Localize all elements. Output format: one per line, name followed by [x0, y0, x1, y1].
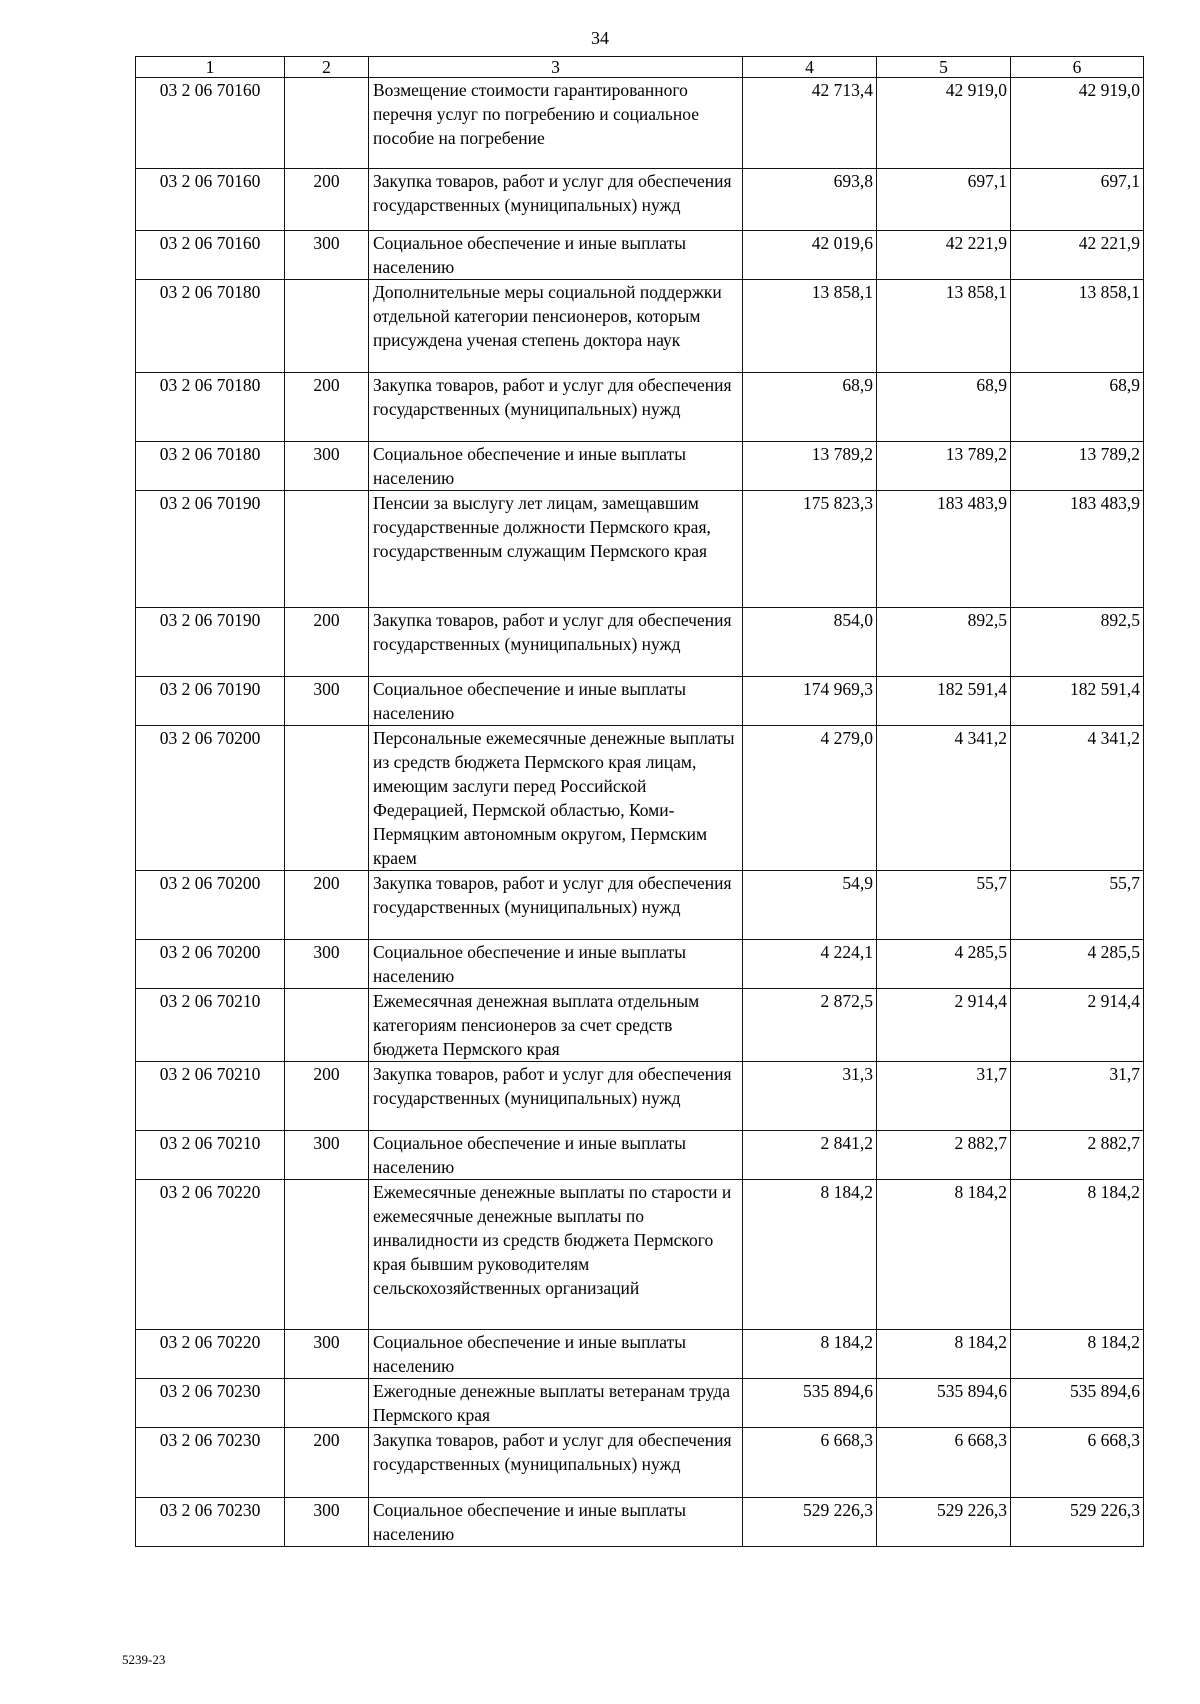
amount-col4-cell: 42 019,6: [743, 231, 877, 280]
table-row: [136, 989, 1144, 1062]
code-cell: 03 2 06 70180: [136, 373, 285, 442]
code-cell: 03 2 06 70200: [136, 871, 285, 940]
expense-type-cell: 300: [285, 1131, 369, 1180]
expense-type-cell: 300: [285, 1498, 369, 1547]
expense-type-cell: [285, 78, 369, 169]
amount-col6-cell: 529 226,3: [1011, 1498, 1144, 1547]
amount-col6-cell: 68,9: [1011, 373, 1144, 442]
expense-type-cell: [285, 491, 369, 608]
amount-col6-cell: 535 894,6: [1011, 1379, 1144, 1428]
amount-col4-cell: 175 823,3: [743, 491, 877, 608]
amount-col5-cell: 31,7: [877, 1062, 1011, 1131]
amount-col4-cell: 529 226,3: [743, 1498, 877, 1547]
code-cell: 03 2 06 70180: [136, 280, 285, 373]
description-cell: Закупка товаров, работ и услуг для обеспечения государственных (муниципальных) нужд: [369, 1062, 743, 1131]
description-cell: Закупка товаров, работ и услуг для обеспечения государственных (муниципальных) нужд: [369, 1428, 743, 1498]
table-row: [136, 1428, 1144, 1498]
table-row: [136, 1180, 1144, 1330]
code-cell: 03 2 06 70190: [136, 677, 285, 726]
amount-col6-cell: 42 221,9: [1011, 231, 1144, 280]
amount-col4-cell: 54,9: [743, 871, 877, 940]
description-cell: Закупка товаров, работ и услуг для обеспечения государственных (муниципальных) нужд: [369, 373, 743, 442]
amount-col6-cell: 2 914,4: [1011, 989, 1144, 1062]
table-row: [136, 1131, 1144, 1180]
amount-col5-cell: 2 882,7: [877, 1131, 1011, 1180]
description-cell: Социальное обеспечение и иные выплаты населению: [369, 1498, 743, 1547]
table-row: [136, 78, 1144, 169]
amount-col4-cell: 8 184,2: [743, 1330, 877, 1379]
code-cell: 03 2 06 70230: [136, 1379, 285, 1428]
description-cell: Закупка товаров, работ и услуг для обеспечения государственных (муниципальных) нужд: [369, 608, 743, 677]
amount-col6-cell: 697,1: [1011, 169, 1144, 231]
code-cell: 03 2 06 70210: [136, 989, 285, 1062]
amount-col5-cell: 13 789,2: [877, 442, 1011, 491]
amount-col5-cell: 892,5: [877, 608, 1011, 677]
expense-type-cell: 200: [285, 608, 369, 677]
amount-col4-cell: 2 872,5: [743, 989, 877, 1062]
table-row: [136, 726, 1144, 871]
amount-col5-cell: 529 226,3: [877, 1498, 1011, 1547]
amount-col6-cell: 42 919,0: [1011, 78, 1144, 169]
description-cell: Социальное обеспечение и иные выплаты населению: [369, 1131, 743, 1180]
description-cell: Ежемесячные денежные выплаты по старости и ежемесячные денежные выплаты по инвалидности из средств бюджета Пермского края бывшим руководителям сельскохозяйственных организаций: [369, 1180, 743, 1330]
table-row: [136, 1379, 1144, 1428]
amount-col5-cell: 8 184,2: [877, 1180, 1011, 1330]
amount-col4-cell: 13 789,2: [743, 442, 877, 491]
expense-type-cell: [285, 989, 369, 1062]
description-cell: Пенсии за выслугу лет лицам, замещавшим государственные должности Пермского края, государственным служащим Пермского края: [369, 491, 743, 608]
amount-col4-cell: 6 668,3: [743, 1428, 877, 1498]
code-cell: 03 2 06 70210: [136, 1062, 285, 1131]
amount-col4-cell: 68,9: [743, 373, 877, 442]
description-cell: Ежемесячная денежная выплата отдельным категориям пенсионеров за счет средств бюджета Пермского края: [369, 989, 743, 1062]
budget-table: [135, 56, 1144, 1547]
code-cell: 03 2 06 70210: [136, 1131, 285, 1180]
amount-col5-cell: 2 914,4: [877, 989, 1011, 1062]
code-cell: 03 2 06 70230: [136, 1498, 285, 1547]
description-cell: Социальное обеспечение и иные выплаты населению: [369, 677, 743, 726]
expense-type-cell: 300: [285, 231, 369, 280]
amount-col6-cell: 182 591,4: [1011, 677, 1144, 726]
description-cell: Персональные ежемесячные денежные выплаты из средств бюджета Пермского края лицам, имеющим заслуги перед Российской Федерацией, Пермской областью, Коми-Пермяцким автономным округом, Пермским краем: [369, 726, 743, 871]
amount-col6-cell: 6 668,3: [1011, 1428, 1144, 1498]
table-row: [136, 442, 1144, 491]
expense-type-cell: 300: [285, 940, 369, 989]
description-cell: Социальное обеспечение и иные выплаты населению: [369, 442, 743, 491]
table-row: [136, 1498, 1144, 1547]
page-number: 34: [591, 28, 609, 48]
table-row: [136, 231, 1144, 280]
amount-col6-cell: 13 858,1: [1011, 280, 1144, 373]
amount-col5-cell: 4 285,5: [877, 940, 1011, 989]
amount-col4-cell: 174 969,3: [743, 677, 877, 726]
amount-col5-cell: 55,7: [877, 871, 1011, 940]
column-header-5: 5: [877, 57, 1011, 78]
code-cell: 03 2 06 70200: [136, 726, 285, 871]
amount-col6-cell: 8 184,2: [1011, 1180, 1144, 1330]
column-header-6: 6: [1011, 57, 1144, 78]
code-cell: 03 2 06 70180: [136, 442, 285, 491]
amount-col4-cell: 13 858,1: [743, 280, 877, 373]
amount-col4-cell: 693,8: [743, 169, 877, 231]
amount-col5-cell: 697,1: [877, 169, 1011, 231]
amount-col4-cell: 2 841,2: [743, 1131, 877, 1180]
table-row: [136, 1062, 1144, 1131]
code-cell: 03 2 06 70190: [136, 491, 285, 608]
code-cell: 03 2 06 70160: [136, 231, 285, 280]
expense-type-cell: [285, 1379, 369, 1428]
code-cell: 03 2 06 70220: [136, 1180, 285, 1330]
amount-col5-cell: 183 483,9: [877, 491, 1011, 608]
table-row: [136, 491, 1144, 608]
column-header-4: 4: [743, 57, 877, 78]
amount-col5-cell: 8 184,2: [877, 1330, 1011, 1379]
amount-col5-cell: 182 591,4: [877, 677, 1011, 726]
description-cell: Дополнительные меры социальной поддержки отдельной категории пенсионеров, которым присуждена ученая степень доктора наук: [369, 280, 743, 373]
column-header-3: 3: [369, 57, 743, 78]
amount-col6-cell: 31,7: [1011, 1062, 1144, 1131]
table-row: [136, 940, 1144, 989]
code-cell: 03 2 06 70160: [136, 169, 285, 231]
description-cell: Закупка товаров, работ и услуг для обеспечения государственных (муниципальных) нужд: [369, 871, 743, 940]
description-cell: Социальное обеспечение и иные выплаты населению: [369, 940, 743, 989]
header-row: [136, 57, 1144, 78]
code-cell: 03 2 06 70190: [136, 608, 285, 677]
amount-col5-cell: 6 668,3: [877, 1428, 1011, 1498]
description-cell: Ежегодные денежные выплаты ветеранам труда Пермского края: [369, 1379, 743, 1428]
amount-col6-cell: 183 483,9: [1011, 491, 1144, 608]
amount-col4-cell: 4 224,1: [743, 940, 877, 989]
table-row: [136, 677, 1144, 726]
amount-col6-cell: 55,7: [1011, 871, 1144, 940]
expense-type-cell: 200: [285, 373, 369, 442]
table-row: [136, 871, 1144, 940]
amount-col4-cell: 4 279,0: [743, 726, 877, 871]
expense-type-cell: [285, 280, 369, 373]
amount-col4-cell: 854,0: [743, 608, 877, 677]
amount-col5-cell: 42 919,0: [877, 78, 1011, 169]
column-header-2: 2: [285, 57, 369, 78]
code-cell: 03 2 06 70230: [136, 1428, 285, 1498]
description-cell: Социальное обеспечение и иные выплаты населению: [369, 231, 743, 280]
expense-type-cell: 200: [285, 1428, 369, 1498]
table-row: [136, 169, 1144, 231]
table-row: [136, 608, 1144, 677]
expense-type-cell: 200: [285, 1062, 369, 1131]
amount-col5-cell: 4 341,2: [877, 726, 1011, 871]
expense-type-cell: 300: [285, 1330, 369, 1379]
expense-type-cell: 200: [285, 871, 369, 940]
table-row: [136, 280, 1144, 373]
amount-col5-cell: 13 858,1: [877, 280, 1011, 373]
amount-col6-cell: 13 789,2: [1011, 442, 1144, 491]
column-header-1: 1: [136, 57, 285, 78]
expense-type-cell: [285, 726, 369, 871]
amount-col6-cell: 892,5: [1011, 608, 1144, 677]
amount-col5-cell: 42 221,9: [877, 231, 1011, 280]
amount-col4-cell: 31,3: [743, 1062, 877, 1131]
document-code: 5239-23: [122, 1652, 166, 1667]
expense-type-cell: 300: [285, 677, 369, 726]
table-body: [136, 78, 1144, 1547]
code-cell: 03 2 06 70160: [136, 78, 285, 169]
code-cell: 03 2 06 70200: [136, 940, 285, 989]
description-cell: Социальное обеспечение и иные выплаты населению: [369, 1330, 743, 1379]
expense-type-cell: 200: [285, 169, 369, 231]
amount-col5-cell: 68,9: [877, 373, 1011, 442]
expense-type-cell: 300: [285, 442, 369, 491]
description-cell: Закупка товаров, работ и услуг для обеспечения государственных (муниципальных) нужд: [369, 169, 743, 231]
amount-col6-cell: 4 341,2: [1011, 726, 1144, 871]
expense-type-cell: [285, 1180, 369, 1330]
table-row: [136, 1330, 1144, 1379]
amount-col4-cell: 8 184,2: [743, 1180, 877, 1330]
amount-col5-cell: 535 894,6: [877, 1379, 1011, 1428]
description-cell: Возмещение стоимости гарантированного перечня услуг по погребению и социальное пособие на погребение: [369, 78, 743, 169]
amount-col4-cell: 42 713,4: [743, 78, 877, 169]
code-cell: 03 2 06 70220: [136, 1330, 285, 1379]
amount-col6-cell: 4 285,5: [1011, 940, 1144, 989]
table-row: [136, 373, 1144, 442]
amount-col6-cell: 8 184,2: [1011, 1330, 1144, 1379]
amount-col6-cell: 2 882,7: [1011, 1131, 1144, 1180]
amount-col4-cell: 535 894,6: [743, 1379, 877, 1428]
